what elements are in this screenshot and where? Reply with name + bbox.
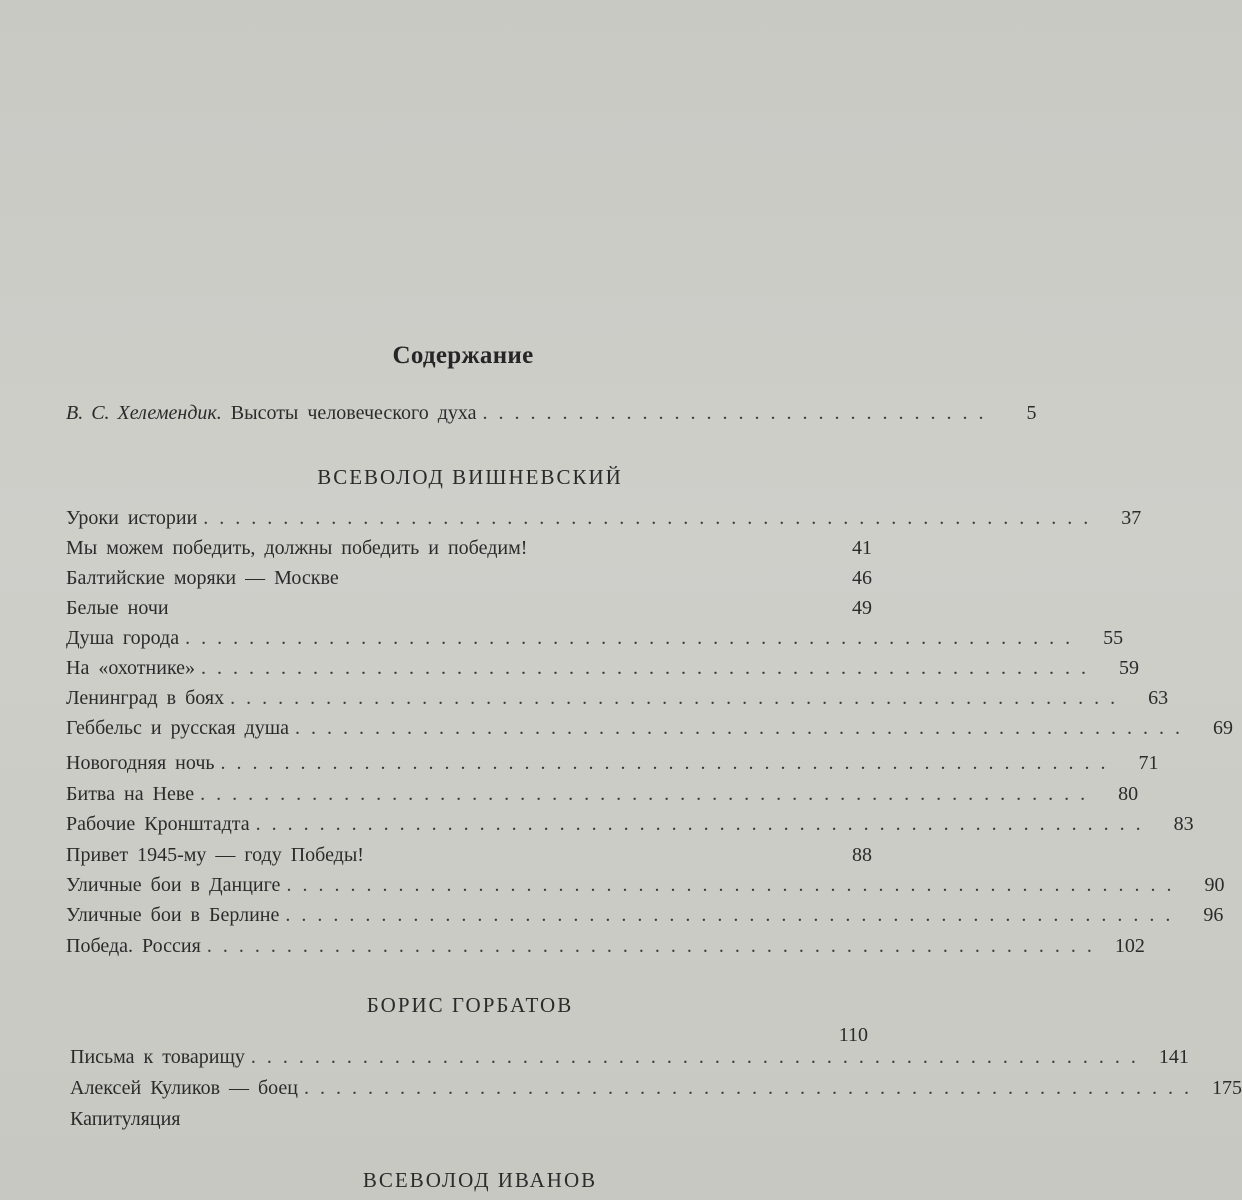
toc-entry-page: 71 <box>1138 752 1159 774</box>
toc-entry-page: 102 <box>1114 935 1145 957</box>
toc-entry-page: 55 <box>1103 627 1124 649</box>
toc-entry <box>66 752 1159 782</box>
dot-leader: ........................................................ <box>185 627 1082 649</box>
section-heading-vishnevsky: ВСЕВОЛОД ВИШНЕВСКИЙ <box>317 465 623 489</box>
toc-entry-title: Уличные бои в Берлине <box>66 904 280 926</box>
dot-leader: ........................................................ <box>304 1077 1201 1099</box>
toc-entry-intro <box>66 402 1037 432</box>
dot-leader: ........................................................ <box>200 783 1097 805</box>
toc-entry <box>66 717 1233 747</box>
toc-entry-title: Рабочие Кронштадта <box>66 813 250 835</box>
toc-entry-page: 88 <box>852 844 872 866</box>
intro-title: Высоты человеческого духа <box>230 402 477 424</box>
toc-entry-page: 83 <box>1173 813 1194 835</box>
dot-leader: ........................................................ <box>206 935 1103 957</box>
toc-entry-page: 5 <box>1026 402 1037 424</box>
toc-entry <box>66 904 1224 934</box>
toc-page-number: 110 <box>838 1024 868 1046</box>
toc-entry-title: На «охотнике» <box>66 657 196 679</box>
toc-entry <box>66 844 872 874</box>
toc-entry-title: Уроки истории <box>66 507 198 529</box>
toc-title: Содержание <box>392 342 534 369</box>
section-heading-gorbatov: БОРИС ГОРБАТОВ <box>366 993 574 1017</box>
toc-entry-page: 63 <box>1148 687 1169 709</box>
dot-leader: ........................................................ <box>203 507 1100 529</box>
toc-entry <box>70 1046 1189 1076</box>
toc-entry-title: Балтийские моряки — Москве <box>66 567 339 589</box>
toc-entry <box>66 507 1142 537</box>
toc-entry-title: Белые ночи <box>66 597 169 619</box>
toc-entry-page: 69 <box>1213 717 1233 739</box>
toc-entry <box>66 874 1225 904</box>
toc-entry-title: Геббельс и русская душа <box>66 717 289 739</box>
toc-entry <box>66 597 872 627</box>
intro-author: В. С. Хелемендик. <box>66 402 222 424</box>
dot-leader: ........................................................ <box>220 752 1117 774</box>
section-heading-ivanov: ВСЕВОЛОД ИВАНОВ <box>362 1168 598 1192</box>
toc-entry-page: 96 <box>1203 904 1224 926</box>
toc-entry-title: Алексей Куликов — боец <box>70 1077 299 1099</box>
toc-entry-page: 141 <box>1158 1046 1189 1068</box>
dot-leader: ........................................................ <box>255 813 1152 835</box>
dot-leader: ........................................................ <box>201 657 1098 679</box>
dot-leader: ........................................................ <box>250 1046 1147 1068</box>
toc-entry-title: Уличные бои в Данциге <box>66 874 281 896</box>
toc-entry-title: Душа города <box>66 627 180 649</box>
toc-entry <box>66 687 1169 717</box>
toc-entry <box>66 657 1140 687</box>
toc-entry-page: 41 <box>852 537 872 559</box>
toc-entry-page: 175 <box>1212 1077 1242 1099</box>
toc-entry <box>70 1077 1242 1107</box>
toc-entry <box>66 783 1139 813</box>
toc-entry-page: 49 <box>852 597 872 619</box>
toc-entry <box>66 935 1145 965</box>
dot-leader: ........................................................ <box>286 874 1183 896</box>
toc-entry-title: Победа. Россия <box>66 935 201 957</box>
toc-entry-page: 90 <box>1204 874 1225 896</box>
toc-entry-title: Мы можем победить, должны победить и победим! <box>66 537 528 559</box>
toc-entry-page: 59 <box>1119 657 1140 679</box>
dot-leader: ........................................................ <box>295 717 1191 739</box>
toc-entry <box>66 627 1124 657</box>
toc-entry <box>66 537 872 567</box>
toc-entry-title: Новогодняя ночь <box>66 752 215 774</box>
toc-entry-page: 37 <box>1121 507 1142 529</box>
toc-entry <box>66 813 1194 843</box>
dot-leader: ................................ <box>482 402 995 424</box>
toc-entry-title <box>66 402 477 425</box>
dot-leader: ........................................................ <box>230 687 1127 709</box>
toc-entry-page: 80 <box>1118 783 1139 805</box>
toc-entry-title: Ленинград в боях <box>66 687 225 709</box>
toc-entry-title: Битва на Неве <box>66 783 195 805</box>
toc-entry-page: 46 <box>852 567 872 589</box>
toc-entry-title: Письма к товарищу <box>70 1046 245 1068</box>
toc-entry <box>66 567 872 597</box>
toc-entry <box>70 1108 870 1138</box>
toc-entry-title: Привет 1945-му — году Победы! <box>66 844 364 866</box>
toc-entry-title: Капитуляция <box>70 1108 181 1130</box>
dot-leader: ........................................................ <box>285 904 1182 926</box>
